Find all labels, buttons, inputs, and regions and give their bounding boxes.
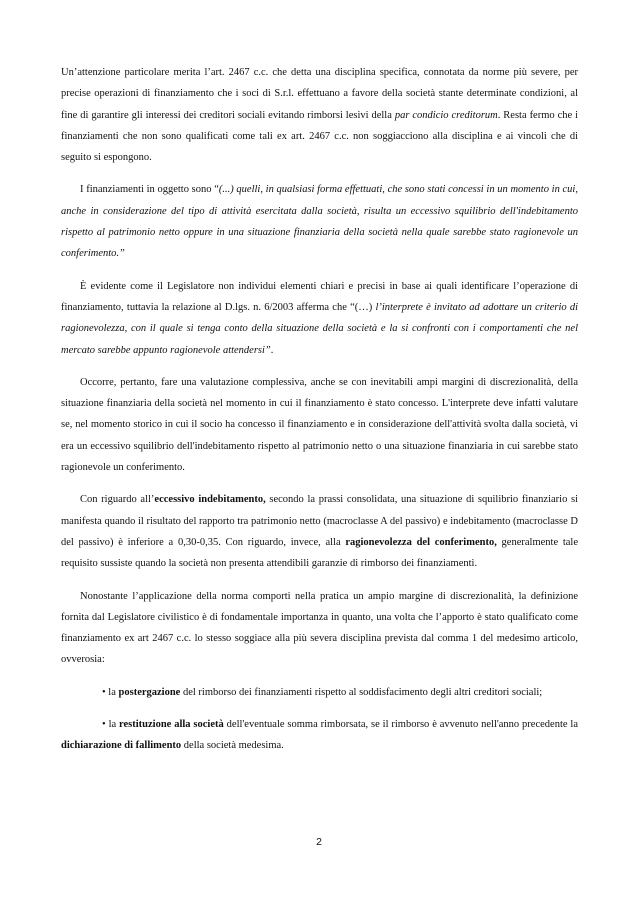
paragraph-definition-quote xyxy=(61,179,578,264)
paragraph-legislator xyxy=(61,276,578,361)
bold-term: postergazione xyxy=(118,686,181,698)
bold-term: eccessivo indebitamento, xyxy=(154,494,266,506)
bullet-postergazione xyxy=(61,682,578,703)
text-run: generalmente tale requisito sussiste quando la società non presenta attendibili garanzie di rimborso dei finanziamenti. xyxy=(61,536,578,570)
paragraph-indebtedness xyxy=(61,489,578,574)
text-run: I finanziamenti in oggetto sono “ xyxy=(80,184,219,196)
text-run: Con riguardo all’ xyxy=(80,494,155,506)
text-run: . Resta fermo che i finanziamenti che non sono qualificati come tali ex art. 2467 c.c. non soggiacciono alla disciplina e ai vincoli che di seguito si espongono. xyxy=(61,109,578,164)
document-body xyxy=(61,62,578,768)
page-number: 2 xyxy=(316,836,322,848)
bold-term: ragionevolezza del conferimento, xyxy=(345,536,497,548)
bold-term: restituzione alla società xyxy=(119,719,224,731)
paragraph-assessment: Occorre, pertanto, fare una valutazione complessiva, anche se con inevitabili ampi margini di discrezionalità, della situazione finanziaria della società nel momento in cui il finanziamento è stato concesso. L'interprete deve infatti valutare se, nel momento storico in cui il socio ha concesso il finanziamento e in considerazione dell'attività svolta dalla società, vi era un eccessivo squilibrio dell'indebitamento rispetto al patrimonio netto o una situazione finanziaria in cui sarebbe stato ragionevole un conferimento. xyxy=(61,376,578,474)
text-run: È evidente come il Legislatore non individui elementi chiari e precisi in base ai quali identificare l’operazione di finanziamento, tuttavia la relazione al D.lgs. n. 6/2003 afferma che “(…) xyxy=(61,280,578,313)
italic-term: par condicio creditorum xyxy=(394,109,498,121)
text-run: Un’attenzione particolare merita l’art. 2467 c.c. che detta una disciplina specifica, connotata da norme più severe, per precise operazioni di finanziamento che i soci di S.r.l. effettuano a favore della società stante determinate condizioni, al fine di garantire gli interessi dei creditori sociali evitando rimborsi lesivi della xyxy=(61,67,578,121)
bullet-restituzione xyxy=(61,714,578,757)
text-run: della società medesima. xyxy=(181,740,284,752)
italic-quote: (...) quelli, in qualsiasi forma effettuati, che sono stati concessi in un momento in cui, anche in considerazione del tipo di attività esercitata dalla società, risulta un eccessivo squilibrio dell'indebitamento rispetto al patrimonio netto oppure in una situazione finanziaria della società nella quale sarebbe stato ragionevole un conferimento.” xyxy=(61,184,578,260)
text-run: dell'eventuale somma rimborsata, se il rimborso è avvenuto nell'anno precedente la xyxy=(223,719,578,731)
paragraph-discipline: Nonostante l’applicazione della norma comporti nella pratica un ampio margine di discrezionalità, la definizione fornita dal Legislatore civilistico è di fondamentale importanza in quanto, una volta che l’apporto è stato qualificato come finanziamento ex art 2467 c.c. lo stesso soggiace alla più severa disciplina prevista dal comma 1 del medesimo articolo, ovverosia: xyxy=(61,590,578,666)
paragraph-art-2467-intro xyxy=(61,62,578,168)
text-run: . xyxy=(270,344,274,356)
text-run: del rimborso dei finanziamenti rispetto al soddisfacimento degli altri creditori sociali; xyxy=(180,686,543,698)
bold-term: dichiarazione di fallimento xyxy=(61,740,182,752)
italic-quote: l’interprete è invitato ad adottare un criterio di ragionevolezza, con il quale si tenga conto della situazione della società e la si confronti con i comportamenti che nel mercato sarebbe appunto ragionevole attendersi” xyxy=(61,301,578,356)
bullet-marker: • la xyxy=(102,686,119,698)
text-run: secondo la prassi consolidata, una situazione di squilibrio finanziario si manifesta quando il risultato del rapporto tra patrimonio netto (macroclasse A del passivo) e indebitamento (macroclasse D del passivo) è inferiore a 0,30-0,35. Con riguardo, invece, alla xyxy=(61,494,578,548)
bullet-marker: • la xyxy=(102,719,120,731)
